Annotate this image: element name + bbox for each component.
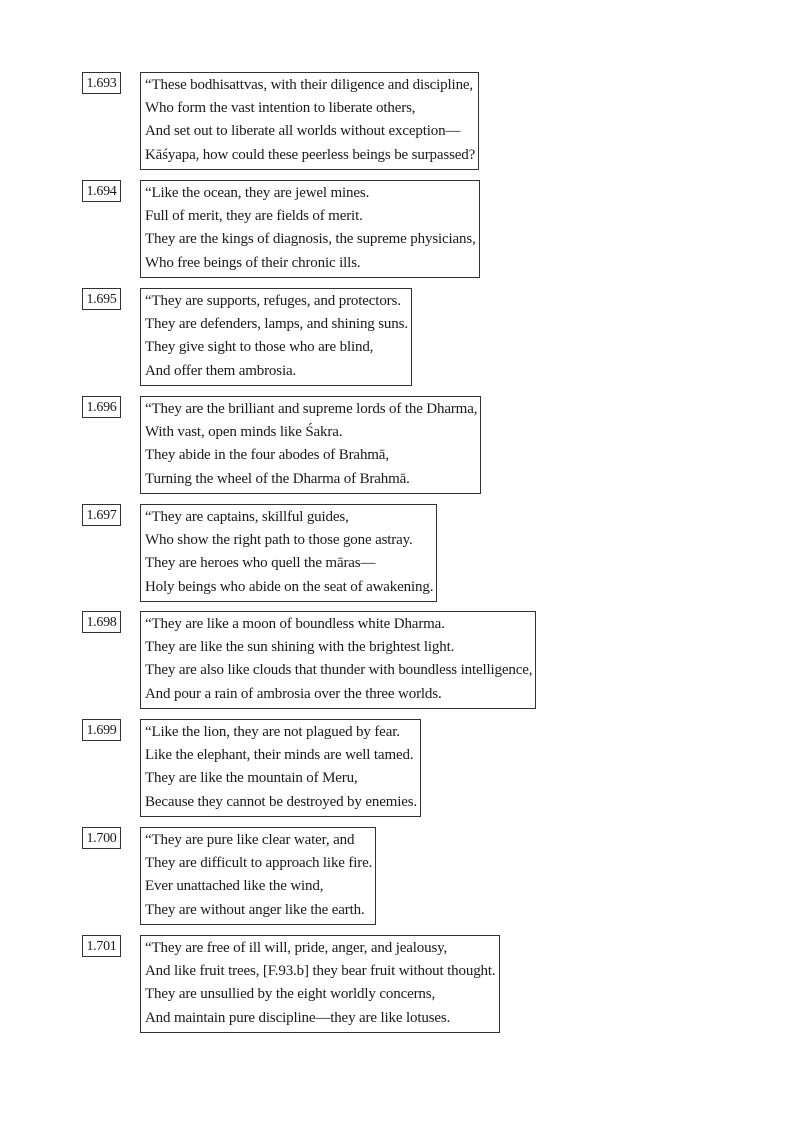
verse-line: And pour a rain of ambrosia over the three worlds.	[145, 685, 442, 702]
verse-text-box	[140, 72, 479, 170]
verse-line: Because they cannot be destroyed by enemies.	[145, 793, 418, 810]
verse-line: “These bodhisattvas, with their diligence and discipline,	[145, 77, 474, 93]
verse-text-box	[140, 180, 480, 278]
verse-line: Like the elephant, their minds are well tamed.	[145, 747, 414, 764]
verse-line: “Like the ocean, they are jewel mines.	[145, 185, 370, 201]
verse-line: They are defenders, lamps, and shining suns.	[145, 316, 408, 333]
verse-line: And maintain pure discipline—they are like lotuses.	[145, 1009, 451, 1026]
verse-line: Holy beings who abide on the seat of awakening.	[145, 578, 434, 595]
verse-line: With vast, open minds like Śakra.	[145, 424, 343, 441]
verse-line: “They are like a moon of boundless white Dharma.	[145, 616, 445, 632]
verse-text-box	[140, 935, 500, 1033]
verse-line: “They are free of ill will, pride, anger, and jealousy,	[145, 940, 448, 956]
verse-line: They are without anger like the earth.	[145, 901, 365, 918]
verse-text-box	[140, 504, 437, 602]
verse-number: 1.693	[82, 72, 121, 94]
verse-text-box	[140, 827, 376, 925]
verse-number: 1.697	[82, 504, 121, 526]
verse-line: They are the kings of diagnosis, the supreme physicians,	[145, 231, 476, 248]
verse-line: Ever unattached like the wind,	[145, 878, 324, 895]
verse-text-box	[140, 396, 481, 494]
verse-line: Who show the right path to those gone astray.	[145, 532, 413, 549]
verse-line: Full of merit, they are fields of merit.	[145, 208, 363, 225]
verse-line: They are difficult to approach like fire.	[145, 855, 373, 872]
verse-line: They are like the mountain of Meru,	[145, 770, 358, 787]
verse-line: “They are supports, refuges, and protectors.	[145, 293, 401, 309]
verse-line: Kāśyapa, how could these peerless beings be surpassed?	[145, 146, 476, 163]
verse-line: And offer them ambrosia.	[145, 362, 297, 379]
verse-number: 1.700	[82, 827, 121, 849]
verse-line: Who free beings of their chronic ills.	[145, 254, 361, 271]
verse-number: 1.696	[82, 396, 121, 418]
verse-line: They are heroes who quell the māras—	[145, 555, 376, 572]
verse-line: They are unsullied by the eight worldly concerns,	[145, 986, 436, 1003]
verse-line: Who form the vast intention to liberate others,	[145, 100, 416, 117]
verse-line: They are also like clouds that thunder with boundless intelligence,	[145, 662, 533, 679]
verse-line: They give sight to those who are blind,	[145, 339, 374, 356]
verse-number: 1.699	[82, 719, 121, 741]
verse-text-box	[140, 611, 536, 709]
verse-line: And set out to liberate all worlds without exception—	[145, 123, 461, 140]
verse-number: 1.694	[82, 180, 121, 202]
verse-line: They abide in the four abodes of Brahmā,	[145, 447, 389, 464]
verse-line: “They are the brilliant and supreme lords of the Dharma,	[145, 401, 478, 417]
verse-line: “They are pure like clear water, and	[145, 832, 355, 848]
verse-line: And like fruit trees, [F.93.b] they bear fruit without thought.	[145, 963, 496, 980]
verse-number: 1.701	[82, 935, 121, 957]
verse-line: Turning the wheel of the Dharma of Brahmā.	[145, 470, 410, 487]
verse-text-box	[140, 288, 412, 386]
verse-line: “Like the lion, they are not plagued by fear.	[145, 724, 400, 740]
verse-text-box	[140, 719, 421, 817]
verse-line: “They are captains, skillful guides,	[145, 509, 349, 525]
verse-number: 1.695	[82, 288, 121, 310]
verse-number: 1.698	[82, 611, 121, 633]
verse-line: They are like the sun shining with the brightest light.	[145, 639, 455, 656]
